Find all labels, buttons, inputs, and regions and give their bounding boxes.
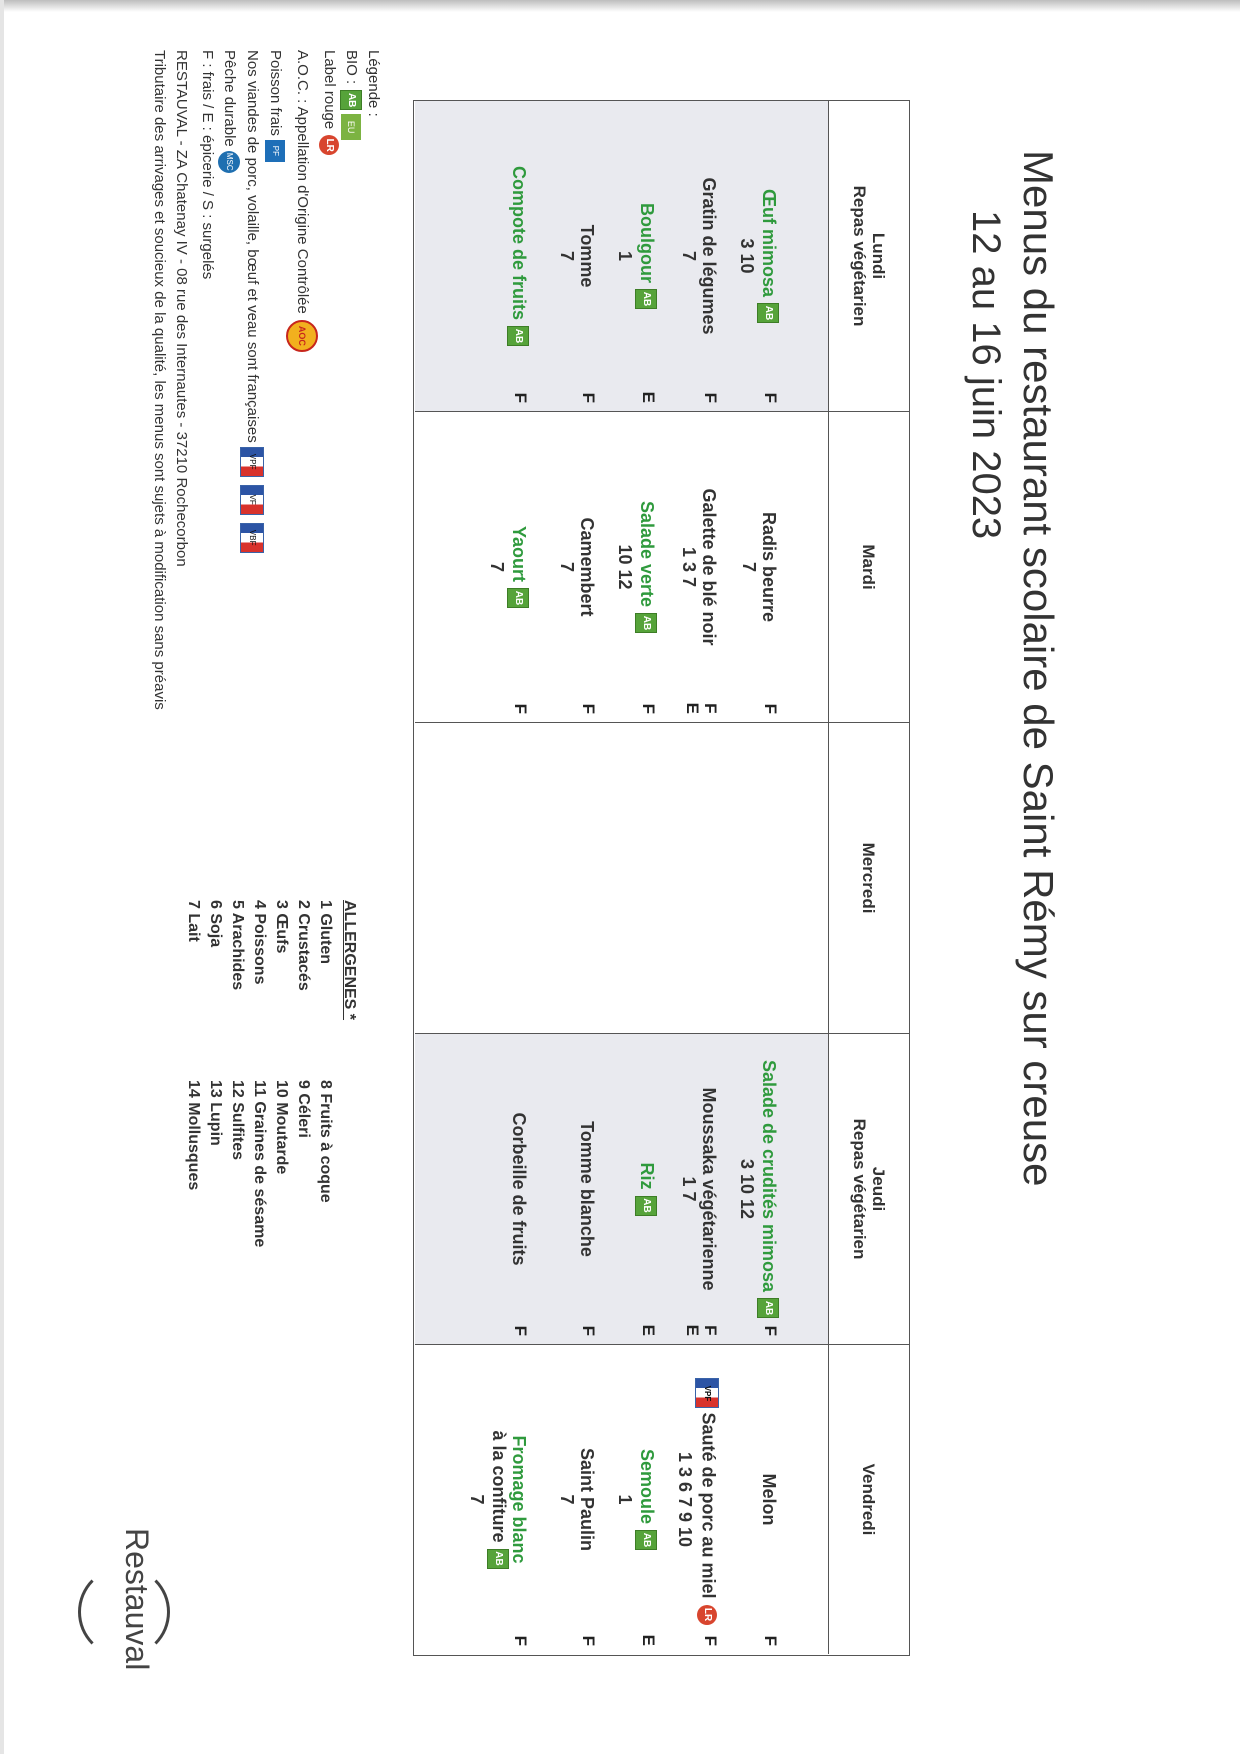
label-rouge-icon: LR xyxy=(697,1605,717,1625)
supply-code-primary: F xyxy=(701,1325,720,1336)
day-header xyxy=(828,101,909,411)
supply-code xyxy=(639,704,657,714)
dish-allergen-codes: 7 xyxy=(557,250,577,261)
fish-icon: PF xyxy=(265,140,285,162)
dish-name: Camembert xyxy=(577,517,597,617)
legend-label-rouge: Label rougeLR xyxy=(318,50,340,557)
ab-bio-icon: AB xyxy=(340,90,362,110)
dish-allergen-codes: 7 xyxy=(557,1494,577,1505)
dish-item xyxy=(557,1345,597,1654)
dish-item xyxy=(675,1345,719,1654)
supply-code-primary: F xyxy=(701,1635,720,1646)
day-note: Repas végétarien xyxy=(850,1118,869,1260)
page-dates: 12 au 16 juin 2023 xyxy=(964,210,1008,540)
supply-code xyxy=(579,1636,597,1646)
dish-name: Saint Paulin xyxy=(577,1447,597,1552)
dish-name: Semoule xyxy=(637,1448,657,1525)
dish-item xyxy=(615,101,657,411)
dish-name-line2: à la confiture xyxy=(489,1430,509,1543)
ab-bio-icon: AB xyxy=(757,303,779,323)
supply-code-secondary: E xyxy=(683,1324,702,1336)
dish-item xyxy=(679,1034,719,1344)
dish-name: Salade verte xyxy=(637,500,657,608)
allergen-item: 13 Lupin xyxy=(207,1080,224,1146)
supply-code xyxy=(639,392,657,403)
dish-allergen-codes: 7 xyxy=(486,561,507,572)
menu-table xyxy=(413,100,910,1656)
ab-bio-icon: AB xyxy=(507,326,529,346)
dish-name: Gratin de légumes xyxy=(699,177,719,335)
legend-bio: BIO :ABEU xyxy=(340,50,362,557)
supply-code xyxy=(511,1636,529,1646)
dish-item xyxy=(737,101,779,411)
supply-code-primary: F xyxy=(761,703,780,714)
ab-bio-icon: AB xyxy=(635,1530,657,1550)
dish-item xyxy=(467,1345,529,1654)
legend-peche: Pêche durableMSC xyxy=(218,50,240,557)
allergen-item: 3 Œufs xyxy=(273,900,290,954)
ab-bio-icon: AB xyxy=(635,613,657,633)
legend-aoc: A.O.C. : Appellation d'Origine ContrôléeAOC xyxy=(286,50,318,557)
supply-code xyxy=(701,1636,719,1646)
day-header xyxy=(828,1345,909,1654)
dish-item xyxy=(739,412,779,722)
dish-name: Galette de blé noir xyxy=(699,488,719,646)
supply-code xyxy=(683,703,719,714)
supply-code xyxy=(639,1325,657,1336)
supply-code-primary: F xyxy=(511,392,530,403)
supply-code-primary: F xyxy=(511,1325,530,1336)
ab-bio-icon: AB xyxy=(635,289,657,309)
supply-code xyxy=(761,1326,779,1336)
footer-address: RESTAUVAL - ZA Chatenay IV - 08 rue des Internautes - 37210 Rochecorbon xyxy=(173,50,190,567)
volaille-francaise-icon: VF xyxy=(240,485,264,515)
dish-name: Boulgour xyxy=(637,203,657,283)
ab-bio-icon: AB xyxy=(507,588,529,608)
supply-code xyxy=(579,1326,597,1336)
dish-allergen-codes: 7 xyxy=(466,1494,487,1505)
dish-name: Fromage blanc xyxy=(509,1435,529,1564)
dish-item xyxy=(509,1034,529,1344)
dish-allergen-codes: 1 xyxy=(614,1494,635,1505)
allergen-item: 4 Poissons xyxy=(251,900,268,985)
day-column-mercredi xyxy=(415,723,909,1034)
allergens-list xyxy=(185,900,360,1248)
supply-code-primary: F xyxy=(511,1635,530,1646)
dish-item xyxy=(487,412,529,722)
dish-item xyxy=(577,1034,597,1344)
dish-name: Compote de fruits xyxy=(509,165,529,320)
legend-codes: F : frais / E : épicerie / S : surgelés xyxy=(198,50,216,280)
day-note: Repas végétarien xyxy=(850,185,869,327)
restauval-logo: Restauval xyxy=(119,1528,155,1671)
supply-code xyxy=(683,1325,719,1336)
allergen-item: 10 Moutarde xyxy=(273,1080,290,1175)
label-rouge-icon: LR xyxy=(319,135,339,155)
supply-code xyxy=(761,1636,779,1646)
dish-allergen-codes: 1 3 7 xyxy=(679,546,699,588)
dish-name: Œuf mimosa xyxy=(759,188,779,298)
allergen-item: 5 Arachides xyxy=(229,900,246,991)
supply-code-primary: F xyxy=(579,392,598,403)
supply-code-primary: E xyxy=(639,1324,658,1336)
footer-disclaimer: Tributaire des arrivages et soucieux de la qualité, les menus sont sujets à modification sans préavis xyxy=(151,50,168,710)
legend xyxy=(196,50,384,557)
allergen-item: 11 Graines de sésame xyxy=(251,1080,268,1248)
dish-allergen-codes: 7 xyxy=(557,561,577,572)
allergen-item: 14 Mollusques xyxy=(185,1080,202,1191)
dish-allergen-codes: 1 xyxy=(614,250,635,261)
dish-name: Tomme blanche xyxy=(577,1121,597,1257)
footer xyxy=(148,50,192,710)
supply-code-primary: E xyxy=(639,391,658,403)
supply-code xyxy=(511,393,529,403)
supply-code-primary: F xyxy=(639,703,658,714)
dish-item xyxy=(507,101,529,411)
dish-allergen-codes: 1 3 6 7 9 10 xyxy=(675,1451,695,1548)
supply-code xyxy=(701,393,719,403)
dish-name: Tomme xyxy=(577,224,597,288)
day-header xyxy=(828,1034,909,1344)
day-name: Vendredi xyxy=(859,1463,879,1536)
day-name: Mardi xyxy=(859,544,879,590)
supply-code xyxy=(579,393,597,403)
day-column-jeudi xyxy=(415,1034,909,1345)
dish-name: Yaourt xyxy=(509,525,529,582)
day-column-mardi xyxy=(415,412,909,723)
supply-code-primary: F xyxy=(579,1325,598,1336)
dish-allergen-codes: 7 xyxy=(679,250,699,261)
dish-item xyxy=(557,101,597,411)
dish-name: Melon xyxy=(759,1473,779,1526)
eu-bio-icon: EU xyxy=(341,114,361,140)
day-name: Mercredi xyxy=(859,842,879,914)
page-title: Menus du restaurant scolaire de Saint Rémy sur creuse xyxy=(1015,150,1062,1187)
supply-code xyxy=(761,704,779,714)
porc-francais-icon: VPF xyxy=(240,447,264,477)
dish-name: Riz xyxy=(637,1162,657,1190)
allergen-item: 1 Gluten xyxy=(317,900,334,965)
viande-francaise-icon: VPF xyxy=(695,1378,719,1408)
supply-code xyxy=(511,1326,529,1336)
dish-item xyxy=(557,412,597,722)
dish-name: Moussaka végétarienne xyxy=(699,1087,719,1291)
allergens-col-2 xyxy=(182,1080,336,1247)
allergen-item: 2 Crustacés xyxy=(295,900,312,991)
supply-code-primary: F xyxy=(579,703,598,714)
supply-code xyxy=(579,704,597,714)
day-column-vendredi xyxy=(415,1345,909,1654)
allergen-item: 12 Sulfites xyxy=(229,1080,246,1161)
legend-title: Légende : xyxy=(365,50,382,117)
ab-bio-icon: AB xyxy=(487,1549,509,1569)
supply-code-secondary: E xyxy=(683,702,702,714)
supply-code xyxy=(639,1635,657,1646)
allergen-item: 6 Soja xyxy=(207,900,224,948)
dish-name: Corbeille de fruits xyxy=(509,1112,529,1266)
boeuf-francais-icon: VBF xyxy=(240,523,264,553)
allergen-item: 8 Fruits à coque xyxy=(317,1080,334,1203)
day-column-lundi xyxy=(415,101,909,412)
dish-allergen-codes: 7 xyxy=(739,561,759,572)
dish-item xyxy=(679,101,719,411)
allergen-item: 7 Lait xyxy=(185,900,202,942)
supply-code xyxy=(761,393,779,403)
dish-allergen-codes: 1 7 xyxy=(679,1176,699,1202)
ab-bio-icon: AB xyxy=(757,1298,779,1318)
dish-allergen-codes: 3 10 xyxy=(736,238,757,274)
dish-name: Sauté de porc au miel xyxy=(698,1412,719,1599)
day-header xyxy=(828,412,909,722)
dish-item xyxy=(615,412,657,722)
ab-bio-icon: AB xyxy=(635,1196,657,1216)
dish-allergen-codes: 3 10 12 xyxy=(736,1158,757,1220)
supply-code-primary: F xyxy=(761,392,780,403)
legend-viandes: Nos viandes de porc, volaille, bœuf et veau sont françaisesVPFVFVBF xyxy=(240,50,264,557)
supply-code-primary: F xyxy=(701,392,720,403)
supply-code xyxy=(511,704,529,714)
supply-code-primary: F xyxy=(701,703,720,714)
supply-code-primary: F xyxy=(579,1635,598,1646)
legend-poisson: Poisson fraisPF xyxy=(264,50,286,557)
dish-allergen-codes: 10 12 xyxy=(614,544,635,590)
supply-code-primary: E xyxy=(639,1634,658,1646)
dish-name: Radis beurre xyxy=(759,511,779,623)
dish-name: Salade de crudités mimosa xyxy=(759,1059,779,1293)
supply-code-primary: F xyxy=(761,1325,780,1336)
dish-item xyxy=(759,1345,779,1654)
msc-icon: MSC xyxy=(218,151,240,173)
supply-code-primary: F xyxy=(511,703,530,714)
dish-item xyxy=(615,1345,657,1654)
dish-item xyxy=(635,1034,657,1344)
allergen-item: 9 Céleri xyxy=(295,1080,312,1138)
dish-item xyxy=(737,1034,779,1344)
dish-item xyxy=(679,412,719,722)
allergens-col-1 xyxy=(182,900,336,991)
day-name: Lundi xyxy=(869,232,888,280)
day-name: Jeudi xyxy=(869,1166,888,1212)
day-header xyxy=(828,723,909,1033)
allergens-title: ALLERGENES * xyxy=(341,900,358,1021)
supply-code-primary: F xyxy=(761,1635,780,1646)
aoc-icon: AOC xyxy=(286,320,318,352)
